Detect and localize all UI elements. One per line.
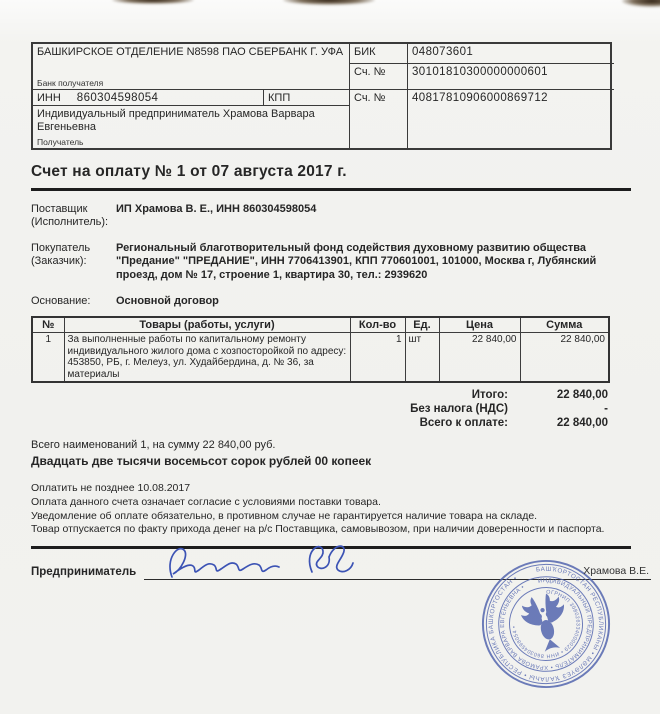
stamp-outer-ring-text: БАШҠОРТОСТАН РЕСПУБЛИКАҺЫ • МӘЛӘҮЕЗ ҠАЛАҺЫ • РЕСПУБЛИКА БАШКОРТОСТАН • [487, 565, 605, 683]
supplier-value: ИП Храмова В. Е., ИНН 860304598054 [116, 202, 317, 215]
bank-requisites-table [31, 42, 612, 150]
col-header-num: № [32, 317, 64, 333]
payee-account-label: Сч. № [350, 90, 408, 148]
buyer-value: Региональный благотворительный фонд содействия духовному развитию общества "Предание" "ПРЕДАНИЕ", ИНН 7706413901, КПП 770601001, 101000, Москва г, Лубянский проезд, дом № 17, строение 1, квартира 30, тел.: 2939620 [116, 241, 597, 281]
bank-name-caption: Банк получателя [37, 78, 104, 88]
basis-value: Основной договор [116, 295, 219, 308]
items-header-row [32, 317, 609, 333]
basis-label: Основание: [31, 295, 91, 308]
total-row-to-pay: Всего к оплате: 22 840,00 [419, 417, 608, 430]
printed-signer-name: Храмова В.Е. [583, 564, 649, 577]
recipient-name: Индивидуальный предприниматель Храмова Варвара Евгеньевна [37, 108, 315, 133]
supplier-label: Поставщик (Исполнитель): [31, 202, 109, 229]
buyer-label: Покупатель (Заказчик): [31, 241, 91, 268]
stamp-middle-ring-text: ИНДИВИДУАЛЬНЫЙ ПРЕДПРИНИМАТЕЛЬ • ХРАМОВА ВАРВАРА ЕВГЕНЬЕВНА • [500, 578, 592, 670]
col-header-price: Цена [439, 317, 520, 333]
condition-line: Уведомление об оплате обязательно, в противном случае не гарантируется наличие товара на складе. [31, 509, 538, 522]
col-header-sum: Сумма [520, 317, 609, 333]
handwritten-signature [162, 539, 392, 587]
item-description: За выполненные работы по капитальному ремонту индивидуального жилого дома с хозпосторойкой по адресу: 453850, РБ, г. Мелеуз, ул. Худайбердина, д. № 36, за материалы [64, 333, 350, 383]
items-count-line: Всего наименований 1, на сумму 22 840,00 руб. [31, 439, 276, 452]
amount-in-words: Двадцать две тысячи восемьсот сорок рублей 00 копеек [31, 454, 372, 469]
col-header-description: Товары (работы, услуги) [64, 317, 350, 333]
payment-conditions [31, 482, 615, 537]
corr-account-value: 30101810300000000601 [408, 64, 614, 90]
invoice-title: Счет на оплату № 1 от 07 августа 2017 г. [31, 163, 347, 180]
basis-row [31, 295, 612, 309]
inn-cell [33, 90, 264, 106]
condition-line: Оплата данного счета означает согласие с условиями поставки товара. [31, 495, 381, 508]
item-unit: шт [405, 333, 439, 383]
col-header-qty: Кол-во [350, 317, 405, 333]
recipient-caption: Получатель [37, 137, 84, 147]
col-header-unit: Ед. [405, 317, 439, 333]
horizontal-rule-top [31, 188, 631, 191]
items-table [31, 316, 610, 384]
bik-value: 048073601 [408, 44, 614, 64]
buyer-row [31, 242, 612, 283]
item-amount: 22 840,00 [520, 333, 609, 383]
condition-line: Товар отпускается по факту прихода денег на р/с Поставщика, самовывозом, при наличии доверенности и паспорта. [31, 523, 605, 536]
bank-name: БАШКИРСКОЕ ОТДЕЛЕНИЕ N8598 ПАО СБЕРБАНК Г. УФА [37, 46, 344, 58]
totals-block [31, 388, 608, 430]
recipient-cell [33, 106, 350, 148]
total-row-itogo: Итого: 22 840,00 [471, 389, 608, 402]
table-row [32, 333, 609, 383]
supplier-row [31, 203, 612, 230]
bank-name-cell [33, 44, 350, 90]
total-row-no-vat: Без налога (НДС) - [410, 403, 608, 416]
kpp-label: КПП [264, 90, 350, 106]
inn-label: ИНН [37, 92, 61, 104]
payee-account-value: 40817810906000869712 [412, 92, 548, 104]
item-qty: 1 [350, 333, 405, 383]
condition-line: Оплатить не позднее 10.08.2017 [31, 482, 191, 495]
item-price: 22 840,00 [439, 333, 520, 383]
stamp-inner-ring-text: ОГРНИП 308026334000029 • ИНН 860304598054 • [511, 589, 581, 659]
item-num: 1 [32, 333, 64, 383]
bik-label: БИК [350, 44, 408, 64]
signer-role-label: Предприниматель [31, 565, 137, 578]
corr-account-label: Сч. № [350, 64, 408, 90]
inn-value: 860304598054 [76, 92, 159, 104]
